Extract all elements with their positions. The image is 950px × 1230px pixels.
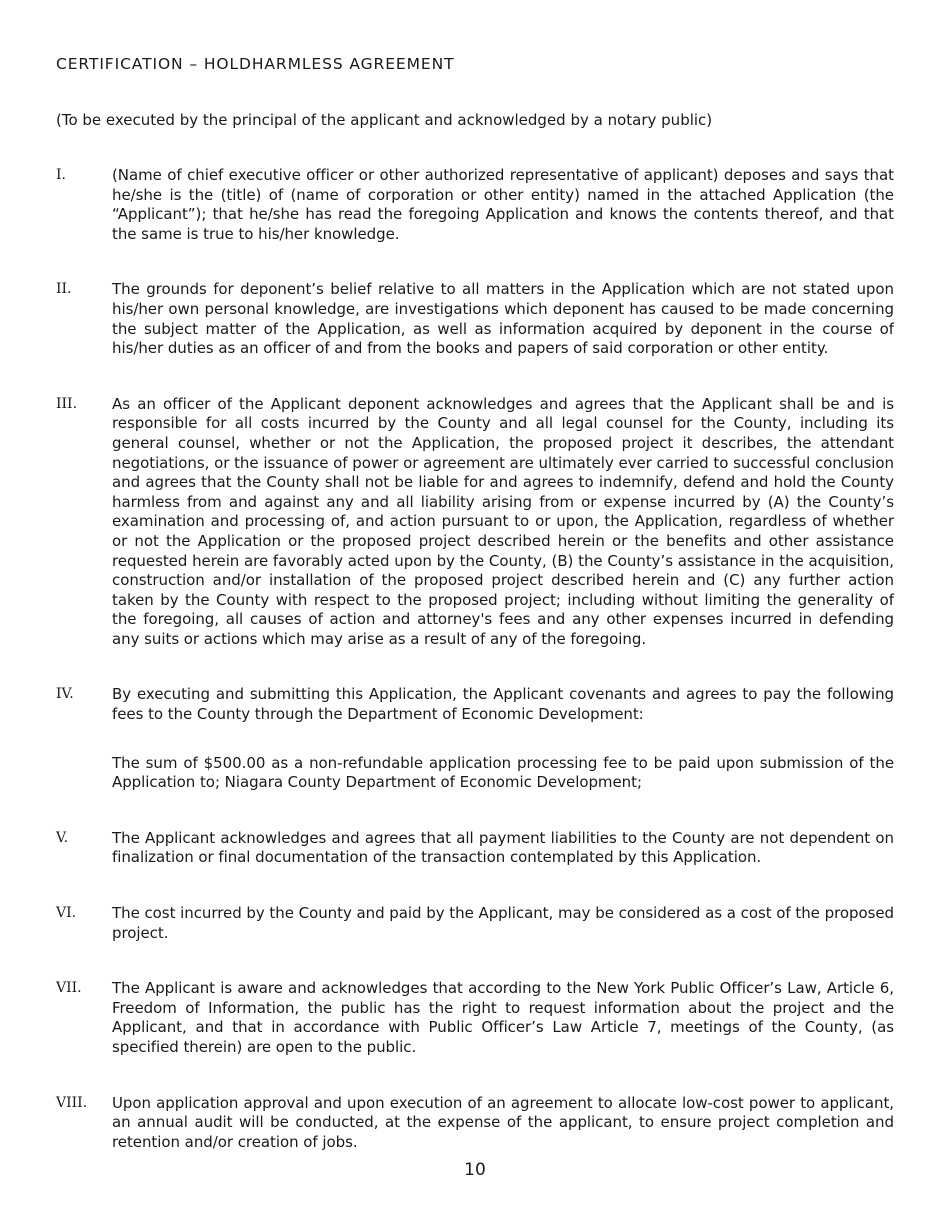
clause-6 [56, 904, 894, 943]
clause-text: The grounds for deponent’s belief relative to all matters in the Application which are not stated upon his/her own personal knowledge, are investigations which deponent has caused to be made concerning the subject matter of the Application, as well as information acquired by deponent in the course of his/her duties as an officer of and from the books and papers of said corporation or other entity. [112, 280, 894, 358]
clause-3 [56, 395, 894, 650]
page-title: CERTIFICATION – HOLDHARMLESS AGREEMENT [56, 55, 455, 73]
clause-fee-text: The sum of $500.00 as a non-refundable application processing fee to be paid upon submission of the Application to; Niagara County Department of Economic Development; [112, 753, 894, 792]
clause-1 [56, 166, 894, 244]
clause-5 [56, 829, 894, 868]
clause-numeral: II. [56, 281, 72, 298]
clause-text: The Applicant acknowledges and agrees that all payment liabilities to the County are not dependent on finalization or final documentation of the transaction contemplated by this Application. [112, 828, 894, 867]
clause-2 [56, 280, 894, 358]
subtitle: (To be executed by the principal of the applicant and acknowledged by a notary public) [56, 111, 713, 129]
clause-numeral: I. [56, 167, 66, 183]
clause-text: The cost incurred by the County and paid by the Applicant, may be considered as a cost of the proposed project. [112, 904, 894, 942]
clause-numeral: VI. [56, 905, 77, 922]
clause-8 [56, 1094, 894, 1153]
clause-numeral: III. [56, 395, 78, 412]
clause-text: The Applicant is aware and acknowledges that according to the New York Public Officer’s Law, Article 6, Freedom of Information, the public has the right to request information about the project and the Applicant, and that in accordance with Public Officer’s Law Article 7, meetings of the County, (as specified therein) are open to the public. [112, 979, 894, 1056]
clause-numeral: VIII. [56, 1094, 88, 1111]
document-page [56, 52, 894, 1152]
clause-text: (Name of chief executive officer or other authorized representative of applicant) deposes and says that he/she is the (title) of (name of corporation or other entity) named in the attached Application (the “Applicant”); that he/she has read the foregoing Application and knows the contents thereof, and that the same is true to his/her knowledge. [112, 166, 894, 243]
clause-text: As an officer of the Applicant deponent acknowledges and agrees that the Applicant shall be and is responsible for all costs incurred by the County and all legal counsel for the County, including its general counsel, whether or not the Application, the proposed project it describes, the attendant negotiations, or the issuance of power or agreement are ultimately ever carried to successful conclusion and agrees that the County shall not be liable for and agrees to indemnify, defend and hold the County harmless from and against any and all liability arising from or expense incurred by (A) the County’s examination and processing of, and action pursuant to or upon, the Application, regardless of whether or not the Application or the proposed project described herein or the benefits and other assistance requested herein are favorably acted upon by the County, (B) the County’s assistance in the acquisition, construction and/or installation of the proposed project described herein and (C) any further action taken by the County with respect to the proposed project; including without limiting the generality of the foregoing, all causes of action and attorney's fees and any other expenses incurred in defending any suits or actions which may arise as a result of any of the foregoing. [112, 394, 894, 648]
clause-numeral: V. [56, 829, 69, 846]
clause-4 [56, 685, 894, 792]
clause-7 [56, 979, 894, 1057]
clause-text: Upon application approval and upon execution of an agreement to allocate low-cost power to applicant, an annual audit will be conducted, at the expense of the applicant, to ensure project completion and retention and/or creation of jobs. [112, 1093, 894, 1151]
clause-numeral: VII. [56, 980, 82, 997]
clause-numeral: IV. [56, 686, 74, 703]
clause-text: By executing and submitting this Application, the Applicant covenants and agrees to pay the following fees to the County through the Department of Economic Development: [112, 685, 894, 724]
page-number: 10 [464, 1160, 486, 1180]
